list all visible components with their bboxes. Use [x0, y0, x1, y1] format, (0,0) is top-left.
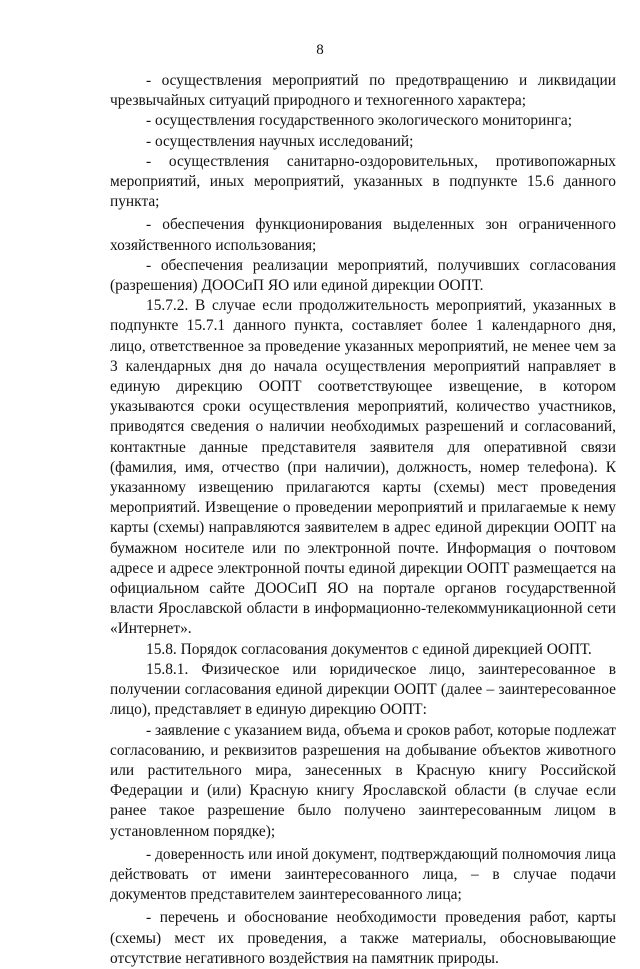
list-item-power-of-attorney: - доверенность или иной документ, подтверждающий полномочия лица действовать от имени заинтересованного лица, – в случае подачи документов представителем заинтересованного лица;	[110, 845, 616, 904]
paragraph-15-8-1: 15.8.1. Физическое или юридическое лицо, заинтересованное в получении согласования единой дирекции ООПТ (далее – заинтересованное лицо), представляет в единую дирекцию ООПТ:	[110, 660, 616, 719]
section-heading-15-8: 15.8. Порядок согласования документов с единой дирекцией ООПТ.	[146, 640, 592, 658]
list-item-approved-activities: - обеспечения реализации мероприятий, получивших согласования (разрешения) ДООСиП ЯО или единой дирекции ООПТ.	[110, 256, 616, 295]
page-number: 8	[316, 42, 324, 58]
list-item-restricted-zones: - обеспечения функционирования выделенных зон ограниченного хозяйственного использования;	[110, 216, 616, 254]
paragraph-15-7-2: 15.7.2. В случае если продолжительность мероприятий, указанных в подпункте 15.7.1 данного пункта, составляет более 1 календарного дня, лицо, ответственное за проведение указанных мероприятий, не менее чем за 3 календарных дня до начала осуществления мероприятий направляет в единую дирекцию ООПТ соответствующее извещение, в котором указываются сроки осуществления мероприятий, количество участников, приводятся сведения о наличии необходимых разрешений и согласований, контактные данные представителя заявителя для оперативной связи (фамилия, имя, отчество (при наличии), должность, номер телефона). К указанному извещению прилагаются карты (схемы) мест проведения мероприятий. Извещение о проведении мероприятий и прилагаемые к нему карты (схемы) направляются заявителем в адрес единой дирекции ООПТ на бумажном носителе или по электронной почте. Информация о почтовом адресе и адресе электронной почты единой дирекции ООПТ размещается на официальном сайте ДООСиП ЯО на портале органов государственной власти Ярославской области в информационно-телекоммуникационной сети «Интернет».	[110, 297, 616, 638]
list-item-sanitary: - осуществления санитарно-оздоровительных, противопожарных мероприятий, иных мероприятий, указанных в подпункте 15.6 данного пункта;	[110, 152, 616, 211]
list-item-research: - осуществления научных исследований;	[146, 132, 414, 150]
list-item-justification: - перечень и обоснование необходимости проведения работ, карты (схемы) мест их проведения, а также материалы, обосновывающие отсутствие негативного воздействия на памятник природы.	[110, 909, 616, 967]
document-body	[110, 71, 616, 969]
list-item-application: - заявление с указанием вида, объема и сроков работ, которые подлежат согласованию, и реквизитов разрешения на добывание объектов животного или растительного мира, занесенных в Красную книгу Российской Федерации и (или) Красную книгу Ярославской области (в случае если ранее такое разрешение было получено заинтересованным лицом в установленном порядке);	[110, 721, 616, 840]
list-item-monitoring: - осуществления государственного экологического мониторинга;	[146, 112, 572, 130]
list-item-emergency: - осуществления мероприятий по предотвращению и ликвидации чрезвычайных ситуаций природного и техногенного характера;	[110, 72, 616, 110]
